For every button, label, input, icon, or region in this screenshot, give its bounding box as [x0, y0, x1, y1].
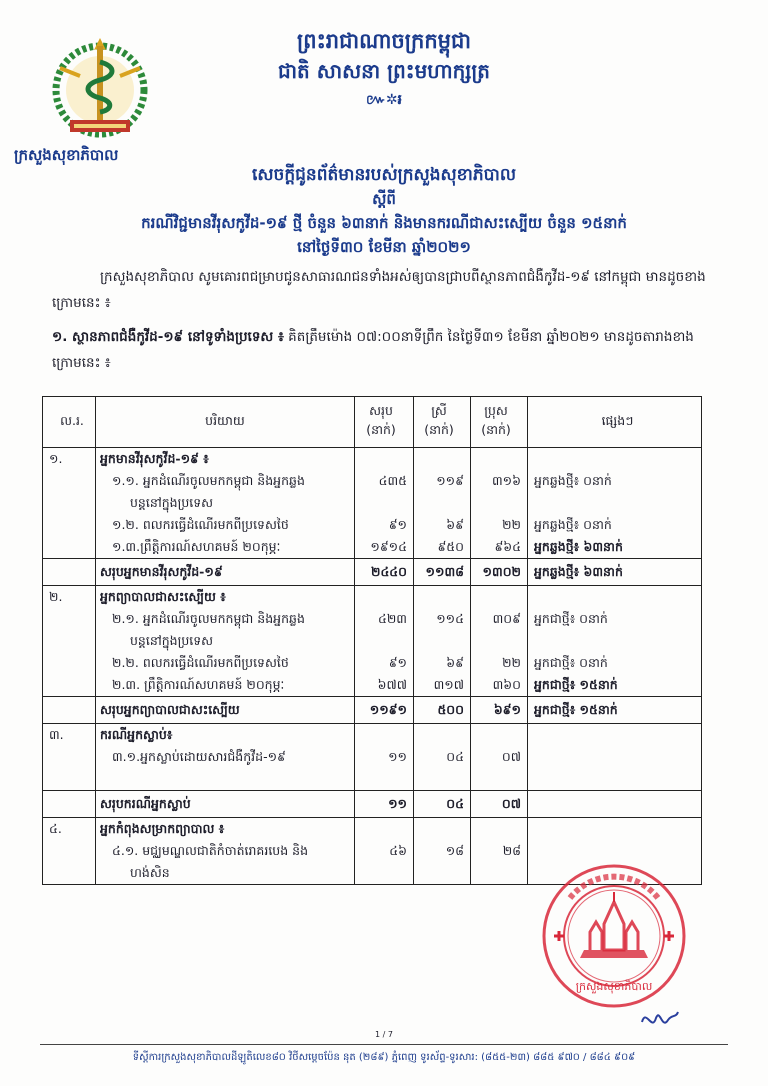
spacer	[355, 586, 407, 608]
row-label: ២.១. អ្នកដំណើរចូលមកកម្ពុជា និងអ្នកឆ្លង	[112, 611, 305, 626]
female-cell	[414, 448, 471, 559]
note: អ្នកឆ្លងថ្មី៖ ០នាក់	[534, 473, 612, 488]
row-label: ២.២. ពលករធ្វើដំណើរមកពីប្រទេសថៃ	[112, 655, 289, 670]
value: ២៨	[502, 843, 521, 858]
col-header-no: ល.រ.	[43, 397, 96, 448]
section-no-text: ២.	[49, 589, 63, 604]
table-row	[43, 724, 702, 791]
value: ៦៩	[446, 655, 464, 670]
spacer	[471, 724, 521, 746]
male-cell	[471, 586, 528, 697]
total-value: ៦៩១	[471, 697, 528, 724]
value: ០៧	[501, 749, 521, 764]
document-subject: ករណីវិជ្ជមានវីរុសកូវីដ-១៩ ថ្មី ចំនួន ៦៣នាក់ និងមានករណីជាសះស្បើយ ចំនួន ១៥នាក់	[141, 214, 627, 232]
value: ១១៤	[436, 611, 464, 626]
spacer	[355, 448, 407, 470]
male-cell	[471, 448, 528, 559]
total-value: ០៤	[414, 791, 471, 818]
spacer	[471, 586, 521, 608]
footer-address: ទីស្តីការក្រសួងសុខាភិបាលដីឡូតិលេខ៨០ វិថីសម្តេចប៉ែន នុត (២៨៩) ភ្នំពេញ ទូរស័ព្ទ-ទូរសារ: (៨៥៥-២៣) ៨៨៥ ៩៧០ / ៨៨៤ ៩០៩	[132, 1052, 636, 1063]
value: ៤៣៥	[378, 473, 407, 488]
col-header-female	[414, 397, 471, 448]
male-cell	[471, 818, 528, 885]
row-label-cont: បន្តនៅក្នុងប្រទេស	[130, 633, 214, 648]
row-label: ៤.១. មជ្ឈមណ្ឌលជាតិកំចាត់រោគរបេង និង	[112, 843, 309, 858]
section-heading: ករណីអ្នកស្លាប់៖	[100, 727, 173, 742]
note: អ្នកជាថ្មី៖ ១៥នាក់	[534, 677, 618, 692]
total-value: ១១	[355, 791, 414, 818]
row-label-cont: ហង់សិន	[130, 865, 170, 880]
spacer	[471, 448, 521, 470]
female-cell	[414, 724, 471, 791]
value: ១១៩	[436, 473, 464, 488]
spacer	[355, 818, 407, 840]
empty-cell	[43, 791, 96, 818]
value: ៣១៦	[492, 473, 521, 488]
value: ០៤	[446, 749, 464, 764]
other-cell	[528, 724, 702, 791]
total-label: សរុបអ្នកព្យាបាលជាសះស្បើយ	[96, 697, 355, 724]
section-desc	[96, 818, 355, 885]
spacer	[355, 724, 407, 746]
section-desc	[96, 724, 355, 791]
other-cell	[528, 448, 702, 559]
footer-divider	[40, 1044, 728, 1045]
document-date: នៅថ្ងៃទី៣០ ខែមីនា ឆ្នាំ២០២១	[297, 238, 471, 256]
col-header-male	[471, 397, 528, 448]
spacer	[534, 448, 701, 470]
total-value: ១១៩១	[355, 697, 414, 724]
official-stamp	[540, 862, 688, 1010]
col-header-female-label: ស្រី	[431, 403, 447, 418]
row-label: ១.៣.ព្រឹត្តិការណ៍សហគមន៍ ២០កុម្ភៈ	[112, 539, 281, 554]
spacer	[534, 492, 701, 514]
col-header-total-unit: (នាក់)	[366, 422, 396, 437]
intro-paragraph: ក្រសួងសុខាភិបាល សូមគោរពជម្រាបជូនសាធារណជនទាំងអស់ឲ្យបានជ្រាបពីស្ថានភាពជំងឺកូវីដ-១៩ នៅកម្ពុជា មានដូចខាងក្រោមនេះ ៖	[52, 269, 706, 311]
section-no-text: ៤.	[49, 821, 62, 836]
section-no	[43, 818, 96, 885]
document-subtitle-about: ស្តីពី	[372, 190, 396, 208]
section1-paragraph	[52, 324, 712, 376]
col-header-male-label: ប្រុស	[484, 403, 508, 418]
total-cell	[355, 586, 414, 697]
spacer	[414, 586, 464, 608]
total-value: ២៤៤០	[355, 559, 414, 586]
value: ១១	[388, 749, 407, 764]
table-total-row	[43, 559, 702, 586]
row-label: ៣.១.អ្នកស្លាប់ដោយសារជំងឺកូវីដ-១៩	[112, 749, 286, 764]
empty-cell	[43, 559, 96, 586]
table-total-row	[43, 697, 702, 724]
value: ៣១៧	[433, 677, 464, 692]
section-desc	[96, 448, 355, 559]
value: ៩១	[388, 655, 407, 670]
spacer	[534, 630, 701, 652]
spacer	[471, 492, 521, 514]
section-heading: អ្នកព្យាបាលជាសះស្បើយ ៖	[100, 589, 226, 604]
section1-heading: ១. ស្ថានភាពជំងឺកូវីដ-១៩ នៅទូទាំងប្រទេស ៖	[52, 329, 284, 345]
value: ៩៥០	[437, 539, 464, 554]
col-header-total-label: សរុប	[369, 403, 393, 418]
note: អ្នកជាថ្មី៖ ០នាក់	[534, 611, 608, 626]
spacer	[96, 768, 354, 790]
spacer	[355, 630, 407, 652]
table-row	[43, 448, 702, 559]
section-no-text: ១.	[49, 451, 63, 466]
section-heading: អ្នកកំពុងសម្រាកព្យាបាល ៖	[100, 821, 225, 836]
total-value: ០៧	[471, 791, 528, 818]
stamp-text: ក្រសួងសុខាភិបាល	[575, 980, 653, 993]
value: ៩៦៤	[494, 539, 521, 554]
total-note: អ្នកឆ្លងថ្មី៖ ៦៣នាក់	[528, 559, 702, 586]
section-no	[43, 448, 96, 559]
note: អ្នកឆ្លងថ្មី៖ ០នាក់	[534, 517, 612, 532]
row-label-cont: បន្តនៅក្នុងប្រទេស	[130, 495, 214, 510]
other-cell	[528, 586, 702, 697]
total-cell	[355, 724, 414, 791]
total-value: ១៣០២	[471, 559, 528, 586]
spacer	[414, 448, 464, 470]
section-no-text: ៣.	[49, 727, 64, 742]
col-header-male-unit: (នាក់)	[481, 422, 511, 437]
ornament: ៚✲៛	[366, 92, 402, 108]
total-note: អ្នកជាថ្មី៖ ១៥នាក់	[528, 697, 702, 724]
spacer	[414, 492, 464, 514]
spacer	[471, 630, 521, 652]
value: ១៩១៤	[370, 539, 407, 554]
col-header-other: ផ្សេងៗ	[528, 397, 702, 448]
spacer	[414, 630, 464, 652]
female-cell	[414, 818, 471, 885]
section-heading: អ្នកមានវីរុសកូវីដ-១៩ ៖	[100, 451, 209, 466]
value: ៩១	[388, 517, 407, 532]
total-value: ១១៣៨	[414, 559, 471, 586]
value: ៣០៩	[492, 611, 521, 626]
kingdom-name: ព្រះរាជាណាចក្រកម្ពុជា	[296, 29, 471, 53]
page-number: 1 / 7	[375, 1030, 393, 1039]
spacer	[414, 724, 464, 746]
total-cell	[355, 818, 414, 885]
table-total-row	[43, 791, 702, 818]
row-label: ១.២. ពលករធ្វើដំណើរមកពីប្រទេសថៃ	[112, 517, 289, 532]
section-desc	[96, 586, 355, 697]
value: ២២	[502, 655, 521, 670]
value: ៤២៣	[378, 611, 407, 626]
total-value: ៥០០	[414, 697, 471, 724]
note: អ្នកឆ្លងថ្មី៖ ៦៣នាក់	[534, 539, 623, 554]
table-row	[43, 586, 702, 697]
female-cell	[414, 586, 471, 697]
col-header-desc: បរិយាយ	[96, 397, 355, 448]
total-label: សរុបករណីអ្នកស្លាប់	[96, 791, 355, 818]
ministry-name: ក្រសួងសុខាភិបាល	[14, 146, 119, 164]
spacer	[355, 492, 407, 514]
value: ៦៩	[446, 517, 464, 532]
total-label: សរុបអ្នកមានវីរុសកូវីដ-១៩	[96, 559, 355, 586]
col-header-female-unit: (នាក់)	[424, 422, 454, 437]
total-cell	[355, 448, 414, 559]
section-no	[43, 586, 96, 697]
value: ២២	[502, 517, 521, 532]
note: អ្នកជាថ្មី៖ ០នាក់	[534, 655, 608, 670]
row-label: ២.៣. ព្រឹត្តិការណ៍សហគមន៍ ២០កុម្ភៈ	[112, 677, 285, 692]
spacer	[534, 586, 701, 608]
value: ៦៧៧	[377, 677, 407, 692]
empty-cell	[528, 791, 702, 818]
section1-text: គិតត្រឹមម៉ោង ០៧:០០នាទីព្រឹក នៃថ្ងៃទី៣១ ខែមីនា ឆ្នាំ២០២១ មានដូចតារាងខាងក្រោមនេះ ៖	[52, 329, 694, 371]
spacer	[471, 818, 521, 840]
covid-stats-table	[42, 396, 702, 885]
male-cell	[471, 724, 528, 791]
section-no	[43, 724, 96, 791]
row-label: ១.១. អ្នកដំណើរចូលមកកម្ពុជា និងអ្នកឆ្លង	[112, 473, 305, 488]
value: ១៨	[445, 843, 464, 858]
col-header-total	[355, 397, 414, 448]
table-header-row	[43, 397, 702, 448]
document-title: សេចក្តីជូនព័ត៌មានរបស់ក្រសួងសុខាភិបាល	[251, 165, 517, 185]
value: ៤៦	[389, 843, 407, 858]
empty-cell	[43, 697, 96, 724]
value: ៣៦០	[492, 677, 521, 692]
spacer	[414, 818, 464, 840]
national-motto: ជាតិ សាសនា ព្រះមហាក្សត្រ	[278, 59, 490, 83]
